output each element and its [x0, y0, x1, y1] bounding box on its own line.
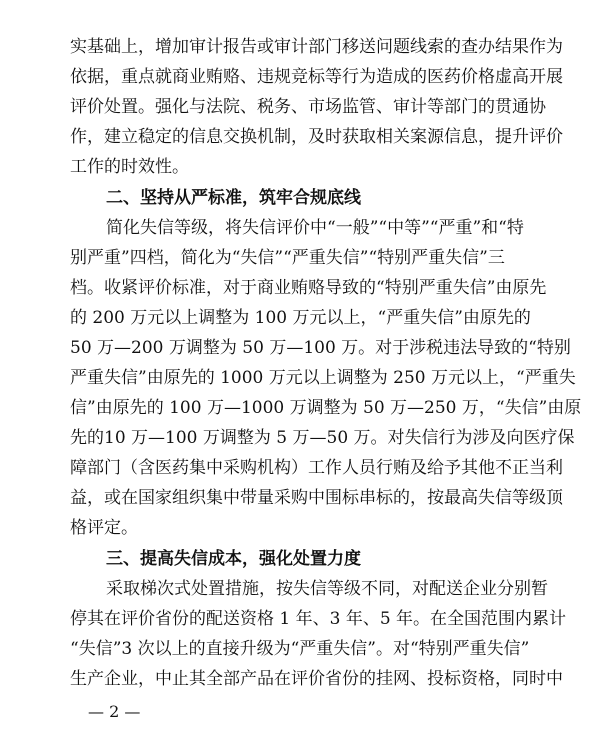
paragraph-line: 50 万—200 万调整为 50 万—100 万。对于涉税违法导致的“特别 [70, 338, 571, 358]
paragraph-line: 采取梯次式处置措施，按失信等级不同，对配送企业分别暂 [106, 579, 548, 599]
paragraph-line: 生产企业，中止其全部产品在评价省份的挂网、投标资格，同时中 [70, 669, 563, 689]
section-heading: 三、提高失信成本，强化处置力度 [106, 549, 361, 569]
paragraph-line: 简化失信等级，将失信评价中“一般”“中等”“严重”和“特 [106, 218, 524, 238]
paragraph-line: 障部门（含医药集中采购机构）工作人员行贿及给予其他不正当利 [70, 458, 563, 478]
paragraph-line: 先的10 万—100 万调整为 5 万—50 万。对失信行为涉及向医疗保 [70, 428, 575, 448]
paragraph-line: 的 200 万元以上调整为 100 万元以上，“严重失信”由原先的 [70, 308, 531, 328]
paragraph-line: 档。收紧评价标准，对于商业贿赂导致的“特别严重失信”由原先 [70, 278, 547, 298]
section-heading: 二、坚持从严标准，筑牢合规底线 [106, 188, 361, 208]
paragraph-line: 评价处置。强化与法院、税务、市场监管、审计等部门的贯通协 [70, 97, 546, 117]
page-number: — 2 — [88, 702, 141, 721]
paragraph-line: 作，建立稳定的信息交换机制，及时获取相关案源信息，提升评价 [70, 127, 563, 147]
paragraph-line: 依据，重点就商业贿赂、违规竞标等行为造成的医药价格虚高开展 [70, 67, 563, 87]
paragraph-line: 格评定。 [70, 518, 138, 538]
paragraph-line: 信”由原先的 100 万—1000 万调整为 50 万—250 万，“失信”由原 [70, 398, 582, 418]
paragraph-line: 严重失信”由原先的 1000 万元以上调整为 250 万元以上，“严重失 [70, 368, 576, 388]
paragraph-line: 停其在评价省份的配送资格 1 年、3 年、5 年。在全国范围内累计 [70, 609, 567, 629]
paragraph-line: 益，或在国家组织集中带量采购中围标串标的，按最高失信等级顶 [70, 488, 563, 508]
paragraph-line: 工作的时效性。 [70, 157, 189, 177]
paragraph-line: 别严重”四档，简化为“失信”“严重失信”“特别严重失信”三 [70, 248, 505, 268]
paragraph-line: “失信”3 次以上的直接升级为“严重失信”。对“特别严重失信” [70, 639, 530, 659]
paragraph-line: 实基础上，增加审计报告或审计部门移送问题线索的查办结果作为 [70, 37, 563, 57]
